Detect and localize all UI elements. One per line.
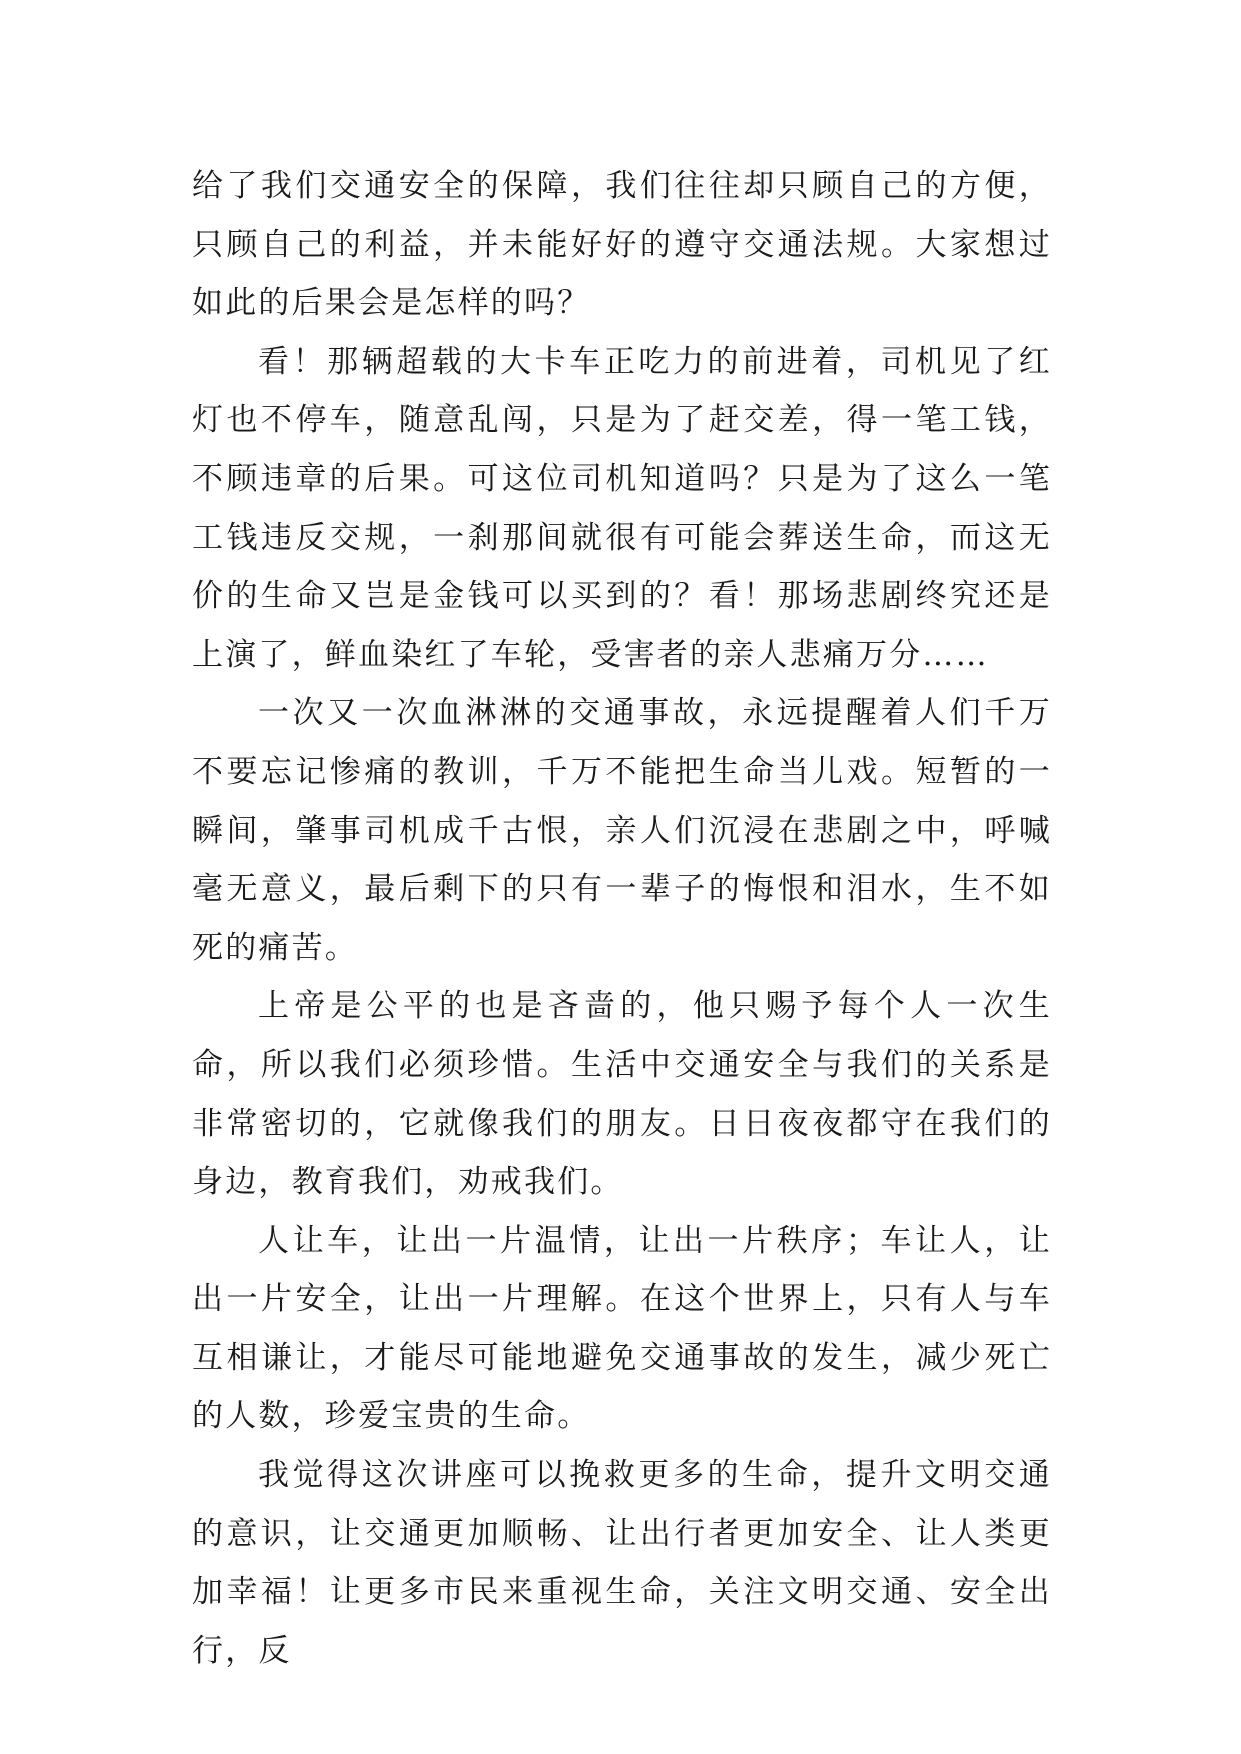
paragraph-2: 看！那辆超载的大卡车正吃力的前进着，司机见了红灯也不停车，随意乱闯，只是为了赶交差，得一笔工钱，不顾违章的后果。可这位司机知道吗？只是为了这么一笔工钱违反交规，一刹那间就很有可能会葬送生命，而这无价的生命又岂是金钱可以买到的？看！那场悲剧终究还是上演了，鲜血染红了车轮，受害者的亲人悲痛万分…… xyxy=(192,343,1052,673)
paragraph-5: 人让车，让出一片温情，让出一片秩序；车让人，让出一片安全，让出一片理解。在这个世界上，只有人与车互相谦让，才能尽可能地避免交通事故的发生，减少死亡的人数，珍爱宝贵的生命。 xyxy=(192,1222,1052,1435)
paragraph-4: 上帝是公平的也是吝啬的，他只赐予每个人一次生命，所以我们必须珍惜。生活中交通安全与我们的关系是非常密切的，它就像我们的朋友。日日夜夜都守在我们的身边，教育我们，劝戒我们。 xyxy=(192,988,1052,1201)
paragraph-3: 一次又一次血淋淋的交通事故，永远提醒着人们千万不要忘记惨痛的教训，千万不能把生命当儿戏。短暂的一瞬间，肇事司机成千古恨，亲人们沉浸在悲剧之中，呼喊毫无意义，最后剩下的只有一辈子的悔恨和泪水，生不如死的痛苦。 xyxy=(192,695,1052,966)
paragraph-6: 我觉得这次讲座可以挽救更多的生命，提升文明交通的意识，让交通更加顺畅、让出行者更加安全、让人类更加幸福！让更多市民来重视生命，关注文明交通、安全出行，反 xyxy=(192,1457,1052,1669)
paragraph-1: 给了我们交通安全的保障，我们往往却只顾自己的方便，只顾自己的利益，并未能好好的遵守交通法规。大家想过如此的后果会是怎样的吗？ xyxy=(192,168,1052,322)
document-body xyxy=(192,157,1052,1680)
